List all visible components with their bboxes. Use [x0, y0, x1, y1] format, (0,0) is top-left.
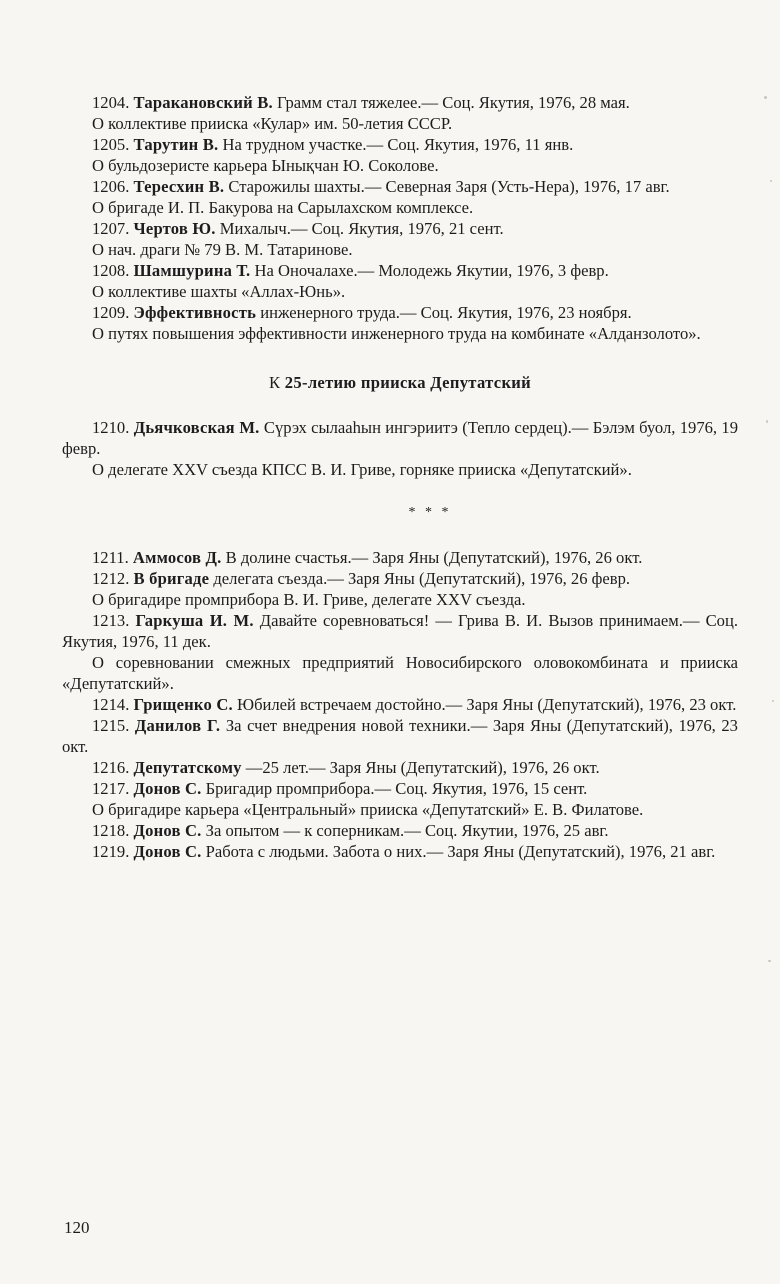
- entry-text: В долине счастья.— Заря Яны (Депутатский), 1976, 26 окт.: [221, 548, 643, 567]
- entry-annotation: О бригаде И. П. Бакурова на Сарылахском комплексе.: [92, 198, 474, 217]
- section-heading-title: 25-летию прииска Депутатский: [284, 373, 532, 392]
- entry-number: 1208.: [92, 261, 130, 280]
- entry-author: Депутатскому: [133, 758, 242, 777]
- entry-text: На Оночалахе.— Молодежь Якутии, 1976, 3 февр.: [250, 261, 609, 280]
- entry-author: Дьячковская М.: [133, 418, 260, 437]
- entry-author: Грищенко С.: [133, 695, 233, 714]
- bibliography-entry: [62, 260, 738, 281]
- entry-author: Таракановский В.: [133, 93, 273, 112]
- page-number: 120: [64, 1218, 90, 1237]
- entry-text: —25 лет.— Заря Яны (Депутатский), 1976, 26 окт.: [241, 758, 600, 777]
- entry-number: 1205.: [92, 135, 130, 154]
- bibliography-entry: [62, 715, 738, 757]
- entry-number: 1213.: [92, 611, 130, 630]
- entry-number: 1218.: [92, 821, 130, 840]
- bibliography-entry: [62, 841, 738, 862]
- entry-text: инженерного труда.— Соц. Якутия, 1976, 23 ноября.: [256, 303, 632, 322]
- paper-speck: [772, 700, 774, 702]
- bibliography-entry: [62, 302, 738, 323]
- entry-annotation: О путях повышения эффективности инженерного труда на комбинате «Алданзолото».: [92, 324, 701, 343]
- entry-number: 1211.: [92, 548, 129, 567]
- entry-text: За опытом — к соперникам.— Соц. Якутии, 1976, 25 авг.: [201, 821, 609, 840]
- bibliography-column: [62, 92, 738, 862]
- entry-text: Работа с людьми. Забота о них.— Заря Яны (Депутатский), 1976, 21 авг.: [201, 842, 716, 861]
- bibliography-entry: [62, 417, 738, 459]
- paper-speck: [764, 96, 767, 99]
- entry-number: 1219.: [92, 842, 130, 861]
- entry-text: За счет внедрения новой техники.— Заря Яны (Депутатский), 1976, 23 окт.: [62, 716, 738, 756]
- entry-number: 1210.: [92, 418, 130, 437]
- entry-author: Эффективность: [133, 303, 257, 322]
- bibliography-entry: [62, 694, 738, 715]
- entry-text: Грамм стал тяжелее.— Соц. Якутия, 1976, 28 мая.: [272, 93, 630, 112]
- entry-number: 1216.: [92, 758, 130, 777]
- entry-annotation: О коллективе шахты «Аллах-Юнь».: [92, 282, 346, 301]
- entry-author: Донов С.: [133, 821, 202, 840]
- entry-number: 1206.: [92, 177, 130, 196]
- paper-speck: [766, 420, 768, 423]
- entry-text: Михалыч.— Соц. Якутия, 1976, 21 сент.: [215, 219, 504, 238]
- bibliography-entry: [62, 547, 738, 568]
- entry-author: Тарутин В.: [133, 135, 219, 154]
- entry-text: делегата съезда.— Заря Яны (Депутатский), 1976, 26 февр.: [209, 569, 631, 588]
- section-heading-prefix: К: [268, 373, 281, 392]
- entry-text: Старожилы шахты.— Северная Заря (Усть-Нера), 1976, 17 авг.: [224, 177, 670, 196]
- section-separator: * * *: [408, 505, 452, 520]
- entry-number: 1215.: [92, 716, 130, 735]
- bibliography-entry: [62, 218, 738, 239]
- entry-text: Сүрэх сылааhын ингэриитэ (Тепло сердец).— Бэлэм буол, 1976, 19 февр.: [62, 418, 739, 458]
- entry-author: Донов С.: [133, 779, 202, 798]
- entry-number: 1204.: [92, 93, 130, 112]
- bibliography-entry: [62, 757, 738, 778]
- entry-annotation: О нач. драги № 79 В. М. Татаринове.: [92, 240, 353, 259]
- paper-speck: [768, 960, 771, 962]
- entry-annotation: О бригадире промприбора В. И. Гриве, делегате XXV съезда.: [92, 590, 526, 609]
- entry-author: Аммосов Д.: [132, 548, 222, 567]
- entry-author: Тересхин В.: [133, 177, 225, 196]
- entry-number: 1207.: [92, 219, 130, 238]
- entry-annotation: О делегате XXV съезда КПСС В. И. Гриве, горняке прииска «Депутатский».: [92, 460, 632, 479]
- bibliography-entry: [62, 610, 738, 652]
- entry-number: 1212.: [92, 569, 130, 588]
- bibliography-entry: [62, 568, 738, 589]
- entry-text: На трудном участке.— Соц. Якутия, 1976, 11 янв.: [218, 135, 574, 154]
- bibliography-entry: [62, 778, 738, 799]
- bibliography-entry: [62, 176, 738, 197]
- entry-number: 1214.: [92, 695, 130, 714]
- entry-number: 1209.: [92, 303, 130, 322]
- entry-text: Юбилей встречаем достойно.— Заря Яны (Депутатский), 1976, 23 окт.: [232, 695, 737, 714]
- bibliography-entry: [62, 820, 738, 841]
- entry-author: Гаркуша И. М.: [135, 611, 254, 630]
- entry-author: В бригаде: [133, 569, 210, 588]
- entry-author: Данилов Г.: [134, 716, 221, 735]
- entry-annotation: О бригадире карьера «Центральный» прииска «Депутатский» Е. В. Филатове.: [92, 800, 644, 819]
- entry-annotation: О соревновании смежных предприятий Новосибирского оловокомбината и прииска «Депутатский».: [62, 653, 738, 693]
- entry-author: Донов С.: [133, 842, 202, 861]
- entry-text: Давайте соревноваться! — Грива В. И. Вызов принимаем.— Соц. Якутия, 1976, 11 дек.: [62, 611, 738, 651]
- entry-text: Бригадир промприбора.— Соц. Якутия, 1976, 15 сент.: [201, 779, 588, 798]
- entry-author: Шамшурина Т.: [133, 261, 251, 280]
- section-heading: [62, 372, 738, 393]
- entry-number: 1217.: [92, 779, 130, 798]
- entry-author: Чертов Ю.: [133, 219, 216, 238]
- paper-speck: [770, 180, 772, 182]
- entry-annotation: О бульдозеристе карьера Ынықчан Ю. Соколове.: [92, 156, 439, 175]
- entry-annotation: О коллективе прииска «Кулар» им. 50-летия СССР.: [92, 114, 453, 133]
- bibliography-entry: [62, 134, 738, 155]
- bibliography-entry: [62, 92, 738, 113]
